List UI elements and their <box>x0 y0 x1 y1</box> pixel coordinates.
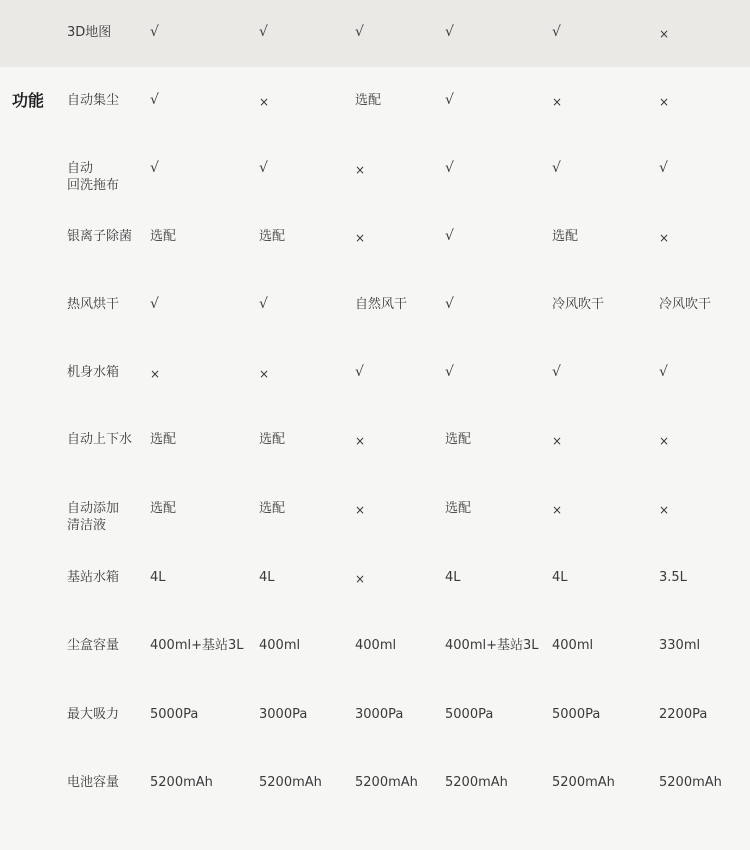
section-label-features: 功能 <box>12 91 45 110</box>
row-label <box>67 706 119 723</box>
table-cell: 选配 <box>150 229 177 244</box>
table-cell: √ <box>552 24 561 40</box>
row-label <box>67 364 119 381</box>
row-label-line: 电池容量 <box>67 775 120 790</box>
table-cell: 选配 <box>259 501 286 516</box>
table-cell: × <box>150 367 161 381</box>
row-label <box>67 228 132 245</box>
header-row-background <box>0 0 750 67</box>
table-cell: 2200Pa <box>659 707 708 722</box>
row-label <box>67 24 111 41</box>
table-cell: 5200mAh <box>552 775 615 790</box>
table-cell: × <box>659 503 670 517</box>
table-cell: × <box>355 434 366 448</box>
table-cell: 选配 <box>150 501 177 516</box>
table-cell: × <box>659 434 670 448</box>
table-cell: 5200mAh <box>659 775 722 790</box>
table-cell: √ <box>659 160 668 176</box>
table-cell: 400ml+基站3L <box>150 638 244 653</box>
row-label-line: 自动添加 <box>67 501 120 516</box>
table-cell: × <box>355 572 366 586</box>
table-cell: 选配 <box>150 432 177 447</box>
table-cell: √ <box>150 24 159 40</box>
table-cell: 3.5L <box>659 570 687 585</box>
table-cell: √ <box>259 24 268 40</box>
table-cell: 4L <box>552 570 568 585</box>
table-cell: 400ml <box>552 638 594 653</box>
table-cell: 自然风干 <box>355 297 408 312</box>
table-cell: 选配 <box>259 229 286 244</box>
row-label-line: 自动集尘 <box>67 93 120 108</box>
table-cell: √ <box>259 296 268 312</box>
table-cell: √ <box>355 24 364 40</box>
row-label-line: 回洗拖布 <box>67 178 120 193</box>
table-cell: 400ml <box>355 638 397 653</box>
table-cell: √ <box>445 160 454 176</box>
table-cell: 4L <box>150 570 166 585</box>
table-cell: 冷风吹干 <box>552 297 605 312</box>
row-label-line: 热风烘干 <box>67 297 120 312</box>
table-cell: 400ml <box>259 638 301 653</box>
table-cell: × <box>355 231 366 245</box>
table-cell: 选配 <box>355 93 382 108</box>
row-label-line: 自动 <box>67 161 94 176</box>
row-label-line: 银离子除菌 <box>67 229 133 244</box>
table-cell: 选配 <box>259 432 286 447</box>
table-cell: √ <box>445 24 454 40</box>
row-label-line: 3D地图 <box>67 25 112 40</box>
table-cell: √ <box>150 296 159 312</box>
table-cell: × <box>659 27 670 41</box>
row-label <box>67 160 119 194</box>
table-cell: 3000Pa <box>259 707 308 722</box>
table-cell: √ <box>552 364 561 380</box>
table-cell: × <box>552 503 563 517</box>
table-cell: 5000Pa <box>552 707 601 722</box>
row-label-line: 机身水箱 <box>67 365 120 380</box>
row-label <box>67 296 119 313</box>
table-cell: √ <box>259 160 268 176</box>
row-label <box>67 92 119 109</box>
table-cell: √ <box>445 92 454 108</box>
table-cell: × <box>259 95 270 109</box>
table-cell: √ <box>150 160 159 176</box>
table-cell: 冷风吹干 <box>659 297 712 312</box>
table-cell: 5200mAh <box>445 775 508 790</box>
row-label <box>67 431 132 448</box>
table-cell: √ <box>355 364 364 380</box>
table-cell: √ <box>659 364 668 380</box>
table-cell: 4L <box>259 570 275 585</box>
table-cell: 5200mAh <box>355 775 418 790</box>
row-label <box>67 637 119 654</box>
table-cell: 5000Pa <box>150 707 199 722</box>
table-cell: 选配 <box>445 432 472 447</box>
table-cell: 330ml <box>659 638 701 653</box>
table-cell: × <box>355 503 366 517</box>
row-label-line: 最大吸力 <box>67 707 120 722</box>
table-cell: 4L <box>445 570 461 585</box>
table-cell: √ <box>150 92 159 108</box>
table-cell: 5200mAh <box>259 775 322 790</box>
row-label <box>67 569 119 586</box>
table-cell: × <box>659 95 670 109</box>
table-cell: × <box>552 95 563 109</box>
table-cell: × <box>355 163 366 177</box>
row-label-line: 基站水箱 <box>67 570 120 585</box>
row-label-line: 清洁液 <box>67 518 107 533</box>
row-label <box>67 774 119 791</box>
table-cell: 选配 <box>445 501 472 516</box>
row-label <box>67 500 119 534</box>
table-cell: 3000Pa <box>355 707 404 722</box>
table-cell: √ <box>445 228 454 244</box>
row-label-line: 尘盒容量 <box>67 638 120 653</box>
table-cell: 5200mAh <box>150 775 213 790</box>
table-cell: 400ml+基站3L <box>445 638 539 653</box>
table-cell: 5000Pa <box>445 707 494 722</box>
table-cell: √ <box>552 160 561 176</box>
table-cell: × <box>259 367 270 381</box>
table-cell: 选配 <box>552 229 579 244</box>
table-cell: × <box>659 231 670 245</box>
row-label-line: 自动上下水 <box>67 432 133 447</box>
table-cell: × <box>552 434 563 448</box>
table-cell: √ <box>445 364 454 380</box>
table-cell: √ <box>445 296 454 312</box>
